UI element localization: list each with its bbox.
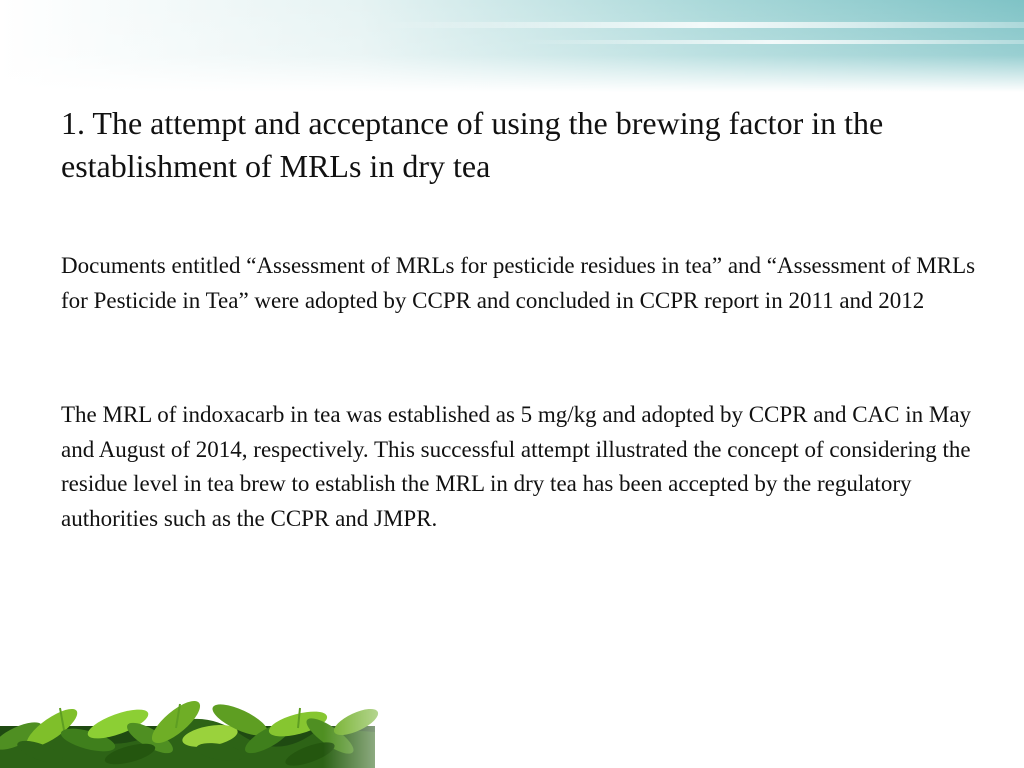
paragraph-indoxacarb-mrl: The MRL of indoxacarb in tea was established as 5 mg/kg and adopted by CCPR and CAC in May and August of 2014, respectively. This successful attempt illustrated the concept of considering the residue level in tea brew to establish the MRL in dry tea has been accepted by the regulatory authorities such as the CCPR and JMPR. (61, 402, 972, 531)
tea-leaves-graphic-icon (0, 678, 380, 768)
teal-gradient-banner-icon (0, 0, 1024, 92)
bottom-foliage (0, 678, 380, 768)
slide-title: 1. The attempt and acceptance of using the brewing factor in the establishment of MRLs in dry tea (61, 105, 884, 184)
paragraph-ccpr-documents: Documents entitled “Assessment of MRLs for pesticide residues in tea” and “Assessment of MRLs for Pesticide in Tea” were adopted by CCPR and concluded in CCPR report in 2011 and 2012 (61, 253, 976, 313)
top-banner-gradient (0, 0, 1024, 92)
